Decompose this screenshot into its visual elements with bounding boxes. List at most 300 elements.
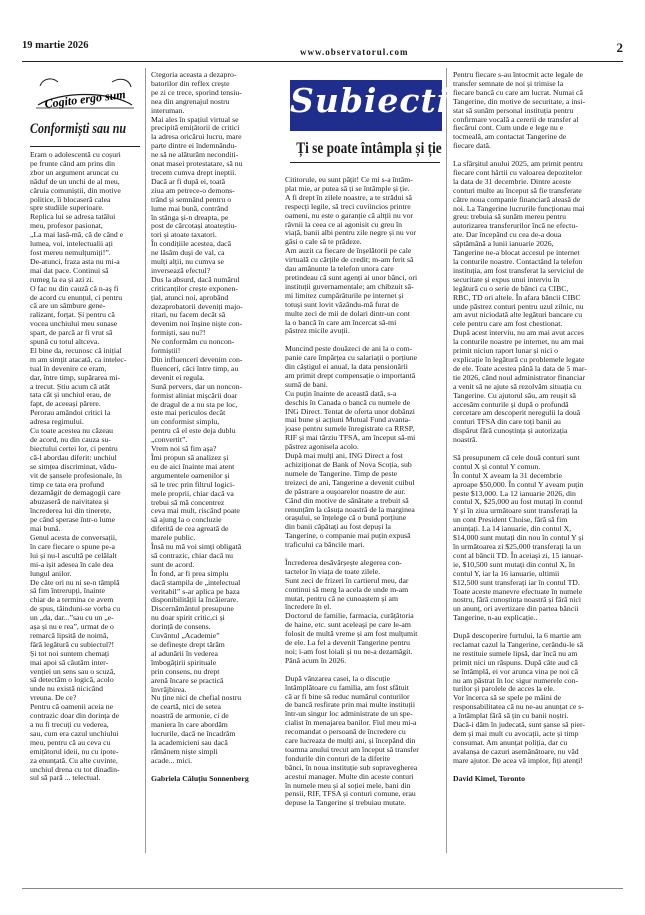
text-line: parte dintre ei îndemnându- [151, 141, 237, 151]
text-line: accesăm conturile și după o profundă [453, 399, 569, 409]
text-line: dezaprobatorii deveniți majo- [151, 301, 243, 311]
text-line: săptămână a lunii ianuarie 2026, [453, 239, 554, 249]
text-line: adresa regimului. [30, 417, 84, 427]
subiectiv-banner [290, 80, 471, 131]
text-line: de ele. La fel a devenit Tangerine pentru [285, 638, 410, 648]
text-line: cercetare am descoperit neregulii la două [453, 408, 581, 418]
text-line: De-atunci, fraza asta nu mi-a [30, 256, 120, 266]
text-line: mi limitez cumpărăturile pe internet și [285, 290, 404, 300]
text-line: contul Y, iar la 16 ianuarie, ultimii [453, 568, 560, 578]
text-line: că-l abordau diferit: unchiul [30, 452, 117, 462]
text-line: dacă stampila de „intelectual [151, 577, 241, 587]
text-line: zbor un argument aruncat cu [30, 167, 119, 177]
article-body-left-continued [151, 71, 263, 783]
text-line: noi; i-am fost loiali și nu ne-a dezamăgit. [285, 647, 413, 656]
text-line: peste $13,000. La 12 ianuarie 2026, din [453, 488, 576, 498]
text-line: noastră. [453, 435, 478, 445]
text-line: păstrez agonisela acolo. [285, 442, 359, 452]
text-line: La sfârșitul anului 2025, am primit pentru [453, 159, 583, 169]
text-line: noi. La Tangerine lucrurile funcționau mai [453, 203, 585, 213]
text-line: interuman. [151, 105, 185, 115]
text-line: Dacă-i dăm în judecată, sunt șanse să pier- [453, 720, 585, 730]
text-line: Sunt zeci de frizeri în cartierul meu, dar [285, 575, 409, 585]
text-line: pe frunte când am prins din [30, 158, 116, 168]
text-line: anunțați. La 14 ianuarie, din contul X, [453, 524, 572, 534]
text-line: râvnii la ceea ce ai agonisit cu greu în [285, 219, 403, 229]
text-line: meu, profesor pasionat, [30, 221, 103, 231]
text-line: fiecare cont hârtii cu valoarea depozitelor [453, 167, 582, 177]
text-line: emițătorul ideii, nu cu ipote- [30, 746, 119, 756]
text-line: în numele meu și al soției mele, bani din [285, 780, 411, 790]
text-line: mai bună. [30, 524, 61, 534]
text-line: mi-a ișit adesea în cale dea [30, 559, 114, 569]
text-line: În contul X aveam la 31 decembrie [453, 470, 562, 480]
text-line: m am simțit atacată, ca intelec- [30, 354, 127, 364]
text-line: a nu fi trecuți cu vederea, [30, 720, 109, 729]
text-line: onat masei protestatare, să nu [151, 159, 243, 169]
text-line: turilor și parolele de acces la ele. [453, 684, 555, 694]
text-line: autorizarea transferurilor încă ne efectu- [453, 221, 578, 231]
text-line: trând și semnând pentru o [151, 194, 232, 204]
text-line: instituții guvernamentale; am chibzuit să- [285, 281, 414, 291]
text-line: folosit de multă vreme și am fost mulțumit [285, 629, 418, 639]
text-line: Din influenceri devenim con- [151, 355, 243, 364]
text-line: Când din motive de sănătate a trebuit să [285, 495, 409, 505]
text-line: Pentru că oamenii aceia ne [30, 702, 114, 712]
text-line: batorilor din reflex crește [151, 78, 230, 88]
text-line: Discernământul presupune [151, 604, 234, 614]
text-line: Pentru fiecare s-au întocmit acte legale de [453, 70, 583, 79]
text-line: cialist în menajarea banilor. Fiul meu mi-a [285, 718, 417, 728]
text-line: Am auzit ca fiecare de înșelătorii pe cale [285, 246, 412, 256]
text-line: unchiul drena cu tot dinadin- [30, 764, 120, 774]
text-line: mai apoi să căutăm inter- [30, 657, 109, 667]
text-line: Cititorule, eu sunt pățit! Ce mi s-a întâm- [285, 175, 413, 184]
text-line: al adunării în vederea [151, 648, 218, 658]
text-line: de dragul de a nu sta pe loc, [151, 399, 238, 409]
text-line: dispărut fără cunoștința și autorizația [453, 426, 568, 436]
text-line: Încrederea desăvârșește alegerea con- [285, 557, 402, 567]
text-line: legătură cu o serie de bănci ca CIBC, [453, 283, 569, 293]
text-line: lume mai bună, contrând [151, 203, 229, 213]
text-line: trebui să mă concentrez [151, 497, 225, 507]
text-line: Și tot noi suntem chemați [30, 648, 110, 658]
text-line: Cu puțin înainte de această dată, s-a [285, 388, 397, 398]
text-line: Dus la absurd, dacă numărul [151, 274, 240, 284]
text-line: fiecare bancă cu care am lucrat. Numai că [453, 87, 583, 97]
text-line: sunt de acord. [151, 559, 195, 569]
text-line: reclamat cazul la Tangerine, cerându-le să [453, 639, 584, 649]
text-line: Eram o adolescentă cu coșuri [30, 150, 121, 159]
text-line: Tangerine. Cu ajutorul său, am reușit să [453, 390, 576, 400]
text-line: din câștigul ei anual, la data pensionării [285, 362, 408, 372]
text-line: sul să pară ... telectual. [30, 773, 101, 783]
text-line: tual în devenire ce eram, [30, 363, 107, 373]
text-line: a întâmplat fără să țin cu banii noștri. [453, 711, 569, 721]
text-line: remarcă lipsită de noimă, [30, 630, 109, 640]
text-line: prin consens, nu drept [151, 666, 220, 676]
text-line: ceva mai mult, riscând poate [151, 506, 240, 516]
text-line: Însă nu mă voi simți obligată [151, 542, 242, 552]
text-line: se simțea discriminat, vădu- [30, 461, 117, 471]
text-line: fiecărui cont. Cum unde e lege nu e [453, 123, 564, 133]
text-line: un „da, dar...”sau cu un „e- [30, 613, 114, 623]
text-line: fiecare dată. [453, 141, 491, 151]
text-line: meu, pentru că au ceva cu [30, 737, 111, 747]
article-body-left [30, 151, 140, 783]
text-line: în care fiecare o spune pe-a [30, 541, 115, 551]
text-line: pe zi ce trece, sporind tensiu- [151, 87, 242, 97]
text-line: arenă încare se practică [151, 675, 224, 685]
text-line: avalanșa de cazuri asemănătoare, nu văd [453, 746, 579, 756]
text-line: unde nu există nicicând [30, 684, 103, 694]
text-line: am primit drept compensație o importantă [285, 370, 416, 380]
text-line: de spus, tăinduni-se vorba cu [30, 604, 121, 614]
issue-date: 19 martie 2026 [22, 40, 89, 51]
text-line: lucrurile, dacă ne încadrăm [151, 729, 236, 739]
text-line: pensii, RIF, TFSA și conturi comune, erau [285, 789, 416, 799]
page-number: 2 [616, 40, 623, 55]
text-line: După acest interviu, nu am mai avut acces [453, 328, 584, 338]
text-line: țial, atunci noi, aprobând [151, 292, 229, 302]
text-line: unde păstrez conturi pentru uzul zilnic, nu [453, 301, 584, 311]
text-line: Genul acesta de conversații, [30, 532, 117, 542]
text-line: se întâmplă, ei vor arunca vina pe noi că [453, 666, 579, 676]
text-line: treizeci de ani, Tangerine a devenit cuibul [285, 477, 415, 487]
text-line: ne restituie sumele lipsă, dar încă nu am [453, 648, 578, 658]
text-line: sau, cum era cazul unchiului [30, 728, 119, 738]
text-line: precipită emițătorii de critici [151, 123, 240, 133]
text-line: disponibilității la încăierare. [151, 595, 239, 605]
text-line: tactelor în viața de toate zilele. [285, 566, 381, 576]
text-line: bănci, în noua instituție sub supravegherea [285, 762, 418, 772]
text-line: pretindeau că sunt agenți ai unor bănci, ori [285, 272, 418, 282]
text-line: plat mie, ar putea să ți se întâmple și ție. [285, 183, 410, 193]
text-line: Doctorul de familie, farmacia, curățătoria [285, 611, 414, 621]
text-line: la conturile noastre. Contactând la telefon [453, 257, 583, 267]
text-line: încredere în el. [285, 602, 332, 612]
footer-divider [22, 888, 623, 889]
text-line: Nu ține nici de chefial nostru [151, 693, 242, 703]
text-line: nea din angrenajul nostru [151, 96, 230, 106]
text-line: instituția, am fost transferat la serviciul de [453, 265, 584, 275]
text-line: diferită de cea agreată de [151, 524, 229, 534]
text-line: orașului, se înțelege că o bună porțiune [285, 513, 407, 523]
article-title-left: Conformiști sau nu [30, 121, 127, 137]
text-line: consumat. Am anunțat poliția, dar cu [453, 737, 568, 747]
text-line: în următoarea zi $25,000 transferați la un [453, 542, 582, 551]
text-line: Până acum în 2026. [285, 655, 347, 665]
text-line: Cu toate acestea nu căzeau [30, 426, 114, 436]
text-line: ritari, nu facem decât să [151, 310, 226, 320]
banner-text: Subiectiv [290, 81, 471, 120]
text-line: dar, între timp, supărarea mi- [30, 372, 121, 382]
text-line: ie, $10,500 sunt mutați din contul X, în [453, 559, 575, 569]
text-line: vocea unchiului meu sunase [30, 319, 118, 329]
text-line: ziua am petrece-o demons- [151, 185, 235, 195]
text-line: mai bune și acțiuni Mutual Fund avanta- [285, 415, 411, 425]
text-line: veritabil” s-ar aplica pe baza [151, 586, 240, 596]
text-line: Toate aceste manevre efectuate în numele [453, 586, 583, 596]
text-line: Replica lui se adresa tatălui [30, 212, 116, 222]
text-line: tori și atoate taxatori. [151, 230, 217, 240]
text-line: primit niciun raport lunar și nici o [453, 346, 559, 356]
text-line: nu am păstrat în loc sigur numerele con- [453, 675, 579, 685]
text-line: respecți legile, să treci cuviincios printre [285, 201, 411, 211]
text-line: Y și în ziua următoare sunt transferați la [453, 506, 578, 516]
text-line: marele public. [151, 533, 196, 543]
text-line: formist aliniat mișcării doar [151, 390, 238, 400]
text-line: Ne conformăm cu noncon- [151, 337, 235, 347]
text-line: De câte ori nu ni se-n tâmplă [30, 577, 120, 587]
text-line: fluenceri, căci între timp, au [151, 363, 239, 373]
text-line: care lucreaza de mulți ani, și începând din [285, 736, 416, 746]
text-line: spart, de parcă ar fi vrut să [30, 328, 113, 338]
text-line: Gabriela Căluțiu Sonnenberg [151, 773, 249, 783]
text-line: tata cât și unchiul erau, de [30, 390, 111, 400]
text-line: acade... mici. [151, 755, 193, 765]
text-line: deschis în Canada o bancă cu numele de [285, 397, 411, 407]
text-line: devenim noi înșine niște con- [151, 319, 243, 329]
text-line: să le trec prin filtrul logici- [151, 479, 235, 489]
title-rule [290, 162, 440, 163]
text-line: la adresa oricărui lucru, mare [151, 132, 242, 142]
text-line: un anunț, ori avertizare din partea băncii [453, 604, 579, 614]
article-title-right: Ți se poate întâmpla și ție [296, 140, 442, 157]
text-line: post de cârcotași atoateștiu- [151, 221, 237, 231]
text-line: ING Direct. Tentat de oferta unor dobânzi [285, 406, 415, 416]
text-line: viață, banii albi pentru zile negre și nu vor [285, 228, 417, 238]
article-body-right [285, 176, 440, 808]
text-line: întâmplătoare cu familia, am fost sfătuit [285, 682, 409, 692]
text-line: stat să sunăm personal instituția pentru [453, 105, 574, 115]
text-line: În condițiile acestea, dacă [151, 239, 232, 249]
text-line: de acord, nu din cauza su- [30, 435, 111, 444]
text-line: lumea, voi, intelectualii ați [30, 239, 113, 249]
text-line: mulți alții, nu cumva se [151, 257, 224, 267]
text-line: la data de 31 decembrie. Dintre aceste [453, 176, 572, 186]
text-line: fost mereu nemulțumiți!”. [30, 247, 111, 257]
text-line: Tangerine, o companie mai puțin expusă [285, 531, 411, 541]
text-line: inversează efectul? [151, 265, 211, 275]
text-line: conturi TFSA din care toți banii au [453, 417, 561, 427]
text-line: Îmi propun să analizez și [151, 452, 229, 462]
cogito-logo [30, 75, 140, 119]
text-line: spună cu totul altceva. [30, 337, 100, 347]
text-line: ne lăsăm duși de val, ca [151, 248, 225, 258]
text-line: conturi multe au început să fie transferate [453, 185, 582, 195]
text-line: că are un sâmbure gene- [30, 301, 106, 311]
text-line: Ctegoria aceasta a dezapro- [151, 70, 237, 79]
text-line: Să presupunem că cele două conturi sunt [453, 452, 580, 462]
text-line: să detectăm o logică, acolo [30, 675, 114, 685]
text-line: „convertit”. [151, 435, 188, 445]
text-line: O fac nu din cauză că n-aș fi [30, 283, 119, 293]
text-line: confirmare vocală a cererii de transfer al [453, 114, 579, 124]
text-line: Perorau amândoi critici la [30, 408, 111, 418]
text-line: achiziționat de Bank of Nova Scoția, sub [285, 459, 412, 469]
text-line: A fi drept în zilele noastre, a te strădui să [285, 192, 412, 202]
text-line: „La mai lasă-mă, că de când e [30, 230, 124, 240]
text-line: maniera în care abordăm [151, 720, 228, 730]
text-line: Sună pervers, dar un noncon- [151, 381, 243, 391]
text-line: nostru, fără cunoștința noastră și fără nici [453, 595, 582, 605]
text-line: se definește drept tărâm [151, 640, 225, 649]
text-line: lui și nu-l ascultă pe celălalt [30, 550, 117, 560]
text-line: RBC, TD ori altele. În afara băncii CIBC [453, 292, 581, 302]
text-line: za enunțată. Cu alte cuvinte, [30, 755, 118, 765]
text-line: de ele. Toate acestea până la data de 5 mar- [453, 363, 587, 373]
text-line: aproape $50,000. În contul Y aveam puțin [453, 479, 584, 489]
text-line: greu: trebuia să sunăm mereu pentru [453, 212, 566, 222]
text-line: chiar de a termina ce avem [30, 595, 114, 605]
text-line: fapt, de aceeași părere. [30, 399, 101, 409]
text-line: păstrez micile avuții. [285, 326, 350, 336]
text-line: mele proprii, chiar dacă va [151, 488, 234, 498]
text-line: într-un singur loc administrate de un spe- [285, 709, 413, 719]
text-line: cele pentru care am fost chestionat. [453, 319, 563, 329]
text-line: pentru că el este deja dublu [151, 426, 236, 436]
text-line: de ceartă, nici de setea [151, 702, 221, 712]
text-line: primit nici un răspuns. După câte aud că [453, 657, 578, 667]
text-line: ate. Dar începând cu cea de-a doua [453, 230, 562, 240]
text-line: la o bancă în care am încercat să-mi [285, 317, 397, 327]
text-line: În fond, ar fi prea simplu [151, 568, 229, 578]
text-line: contrazic doar din dorința de [30, 711, 120, 721]
text-line: tocmeală, am contactat Tangerine de [453, 132, 567, 142]
text-line: dem și mai mult cu avocații, acte și timp [453, 729, 579, 739]
text-line: timp ce tata era profund [30, 479, 105, 489]
text-line: contul X și contul Y comun. [453, 461, 541, 471]
header-divider [22, 61, 623, 62]
article-body-right-continued [453, 71, 617, 783]
text-line: a trecut. Știu acum că atât [30, 381, 111, 391]
text-line: să ajung la o concluzie [151, 515, 222, 525]
text-line: am avut niciodată alte legături bancare cu [453, 310, 583, 320]
text-line: multe zeci de mii de dolari dintr-un cont [285, 308, 410, 318]
text-line: acestui manager. Multe din aceste conturi [285, 771, 414, 781]
text-line: încrederea lui din tinerețe, [30, 506, 112, 516]
text-line: toamna anului trecut am început să transfer [285, 744, 419, 754]
text-line: formiștii! [151, 346, 181, 356]
text-line: la academicieni sau dacă [151, 737, 228, 747]
text-line: contul X, $25,000 au fost mutați în contul [453, 497, 583, 507]
text-line: Mai ales în spațiul virtual se [151, 114, 239, 124]
text-line: Tangerine ne-a blocat accesul pe internet [453, 248, 580, 258]
text-line: $14,000 sunt mutați din nou în contul Y și [453, 533, 584, 543]
text-line: tie 2026, când noul administrator financiar [453, 372, 586, 382]
text-line: de bancă resfirate prin mai multe instituții [285, 700, 415, 710]
text-line: abuzaseră de naivitatea și [30, 497, 109, 507]
text-line: a venit să ne ajute să rezolvăm situația cu [453, 381, 582, 391]
text-line: așa și nu e rea”, urmat de o [30, 622, 114, 632]
text-line: eu de aici înainte mai atent [151, 461, 235, 471]
text-line: Vrem noi să fim așa? [151, 444, 217, 454]
text-line: trecem cumva drept ineptii. [151, 167, 237, 177]
text-line: virtuală cu cărțile de credit; m-am ferit să [285, 255, 414, 265]
text-line: Tangerine, din motive de securitate, a insi- [453, 96, 586, 106]
logo-text: Cogito ergo sum [43, 87, 127, 111]
text-line: căruia comuniștii, din motive [30, 185, 121, 195]
text-line: nu doar spirit critic,ci și [151, 613, 225, 623]
column-divider [145, 68, 146, 853]
text-line: un cont President Choise, fără să fim [453, 515, 568, 525]
text-line: După vânzarea casei, la o discuție [285, 673, 391, 683]
text-line: învrăjbirea. [151, 684, 187, 694]
text-line: un conformist simplu, [151, 417, 220, 427]
text-line: RIF și mai târziu TFSA, am început să-mi [285, 433, 416, 443]
text-line: dezamăgit de demagogii care [30, 488, 121, 498]
text-line: vreuna. De ce? [30, 693, 77, 703]
text-line: ne să ne alăturăm neconditi- [151, 150, 239, 160]
text-line: fondurile din conturi de la diferite [285, 753, 391, 763]
text-line: mai dat pace. Continui să [30, 265, 109, 275]
text-line: dorință de consens. [151, 622, 211, 632]
text-line: joase pentru sumele înregistrate ca RRSP, [285, 424, 415, 434]
text-line: la conturile noastre pe internet, nu am mai [453, 337, 584, 347]
text-line: explicație în legătură cu problemele legate [453, 354, 585, 364]
text-line: este mai periculos decât [151, 408, 226, 418]
text-line: îmbogățirii spirituale [151, 657, 217, 667]
text-line: că ar fi bine să reduc numărul conturilor [285, 691, 410, 701]
text-line: devenit ei regula. [151, 372, 205, 382]
text-line: de haine, etc. sunt aceleași pe care le-am [285, 620, 411, 630]
text-line: transfer semnate de noi și trimise la [453, 78, 564, 88]
text-line: După mai mulți ani, ING Direct a fost [285, 451, 403, 461]
text-line: traficului ca băncile mari. [285, 540, 365, 550]
text-line: să contrazic, chiar dacă nu [151, 550, 233, 560]
text-line: depuse la Tangerine și trebuiau mutate. [285, 798, 407, 808]
text-line: fără legătură cu subiectul?! [30, 639, 115, 649]
website-url[interactable]: www.observatorul.com [300, 47, 409, 57]
text-line: criticanților crește exponen- [151, 283, 238, 293]
text-line: securitate și expus unui interviu în [453, 274, 560, 284]
text-line: responsabilitatea că nu ne-au anunțat ce s- [453, 702, 584, 712]
text-line: Cuvântul „Academie” [151, 631, 220, 641]
text-line: vit de șansele profesionale, în [30, 470, 122, 480]
text-line: Dacă ar fi după ei, toată [151, 176, 226, 186]
text-line: spre studiile superioare. [30, 203, 104, 213]
text-line: Muncind peste douăzeci de ani la o com- [285, 344, 413, 354]
text-line: rumeg la ea și azi zi. [30, 274, 94, 284]
text-line: mare ajutor. De acea vă implor, fiți atenți! [453, 755, 583, 765]
text-line: Tangerine, n-au explicație.. [453, 613, 538, 623]
text-line: de păstrare a ouşoarelor noastre de aur. [285, 486, 406, 496]
text-line: continui să merg la acela de unde m-am [285, 584, 409, 594]
text-line: numele de Tangerine. Timp de peste [285, 468, 398, 478]
text-line: totuși sunt lovit văzându-mă furat de [285, 299, 399, 309]
text-line: năduf de un unchi de al meu, [30, 176, 120, 186]
text-line: din banii căpătați au fost depuși la [285, 522, 391, 532]
text-line: biectului certei lor, ci pentru [30, 443, 118, 453]
text-line: lungul anilor. [30, 568, 72, 578]
text-line: pe când sperase într-o lume [30, 515, 116, 525]
text-line: ralizant, forțat. Și pentru că [30, 310, 115, 320]
column-divider [446, 68, 447, 853]
text-line: oameni, nu este o garanție că altții nu vor [285, 210, 414, 220]
text-line: rămânem niște simpli [151, 746, 218, 756]
text-line: Vor încerca să se spele pe mâini de [453, 693, 562, 703]
text-line: renunțăm la căsuța noastră de la marginea [285, 504, 415, 514]
text-line: venției un sens sau o scuză, [30, 666, 116, 676]
text-line: După descoperire furtului, la 6 martie am [453, 631, 582, 641]
title-rule [30, 146, 140, 147]
text-line: găsi o cale să te prădeze. [285, 237, 362, 247]
text-line: de acord cu enunțul, ci pentru [30, 292, 123, 302]
text-line: să fim întrerupți, înainte [30, 586, 105, 596]
text-line: dau amănunte la telefon unora care [285, 264, 394, 274]
text-line: către noua companie financiară aleasă de [453, 194, 581, 204]
